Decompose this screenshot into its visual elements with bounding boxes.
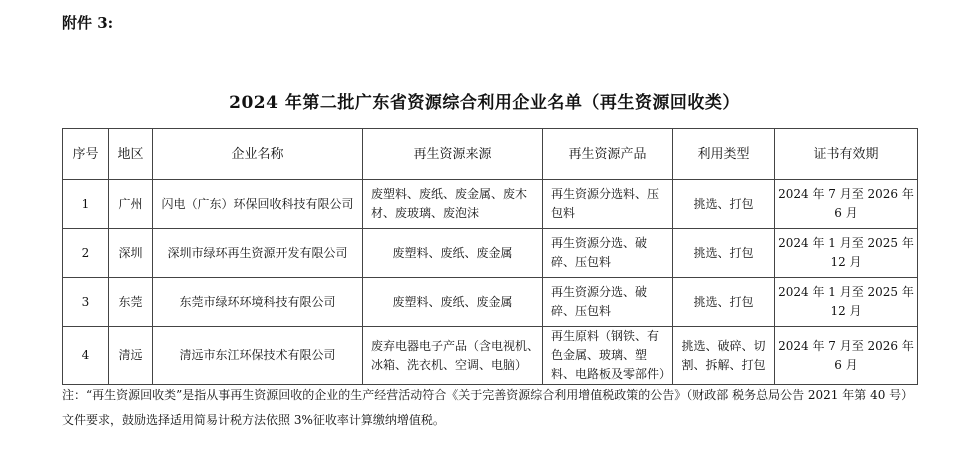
document-title: 2024 年第二批广东省资源综合利用企业名单（再生资源回收类）: [229, 93, 740, 113]
cell-seq: 3: [63, 278, 109, 327]
attachment-label: 附件 3:: [62, 14, 114, 32]
table-header-row: [63, 129, 918, 180]
cell-usage-type: 挑选、打包: [673, 278, 775, 327]
cell-usage-type: 挑选、破碎、切割、拆解、打包: [673, 327, 775, 385]
cell-region: 深圳: [109, 229, 153, 278]
cell-seq: 1: [63, 180, 109, 229]
cell-seq: 2: [63, 229, 109, 278]
header-usage-type: 利用类型: [673, 129, 775, 180]
header-product: 再生资源产品: [543, 129, 673, 180]
cell-company: 深圳市绿环再生资源开发有限公司: [153, 229, 363, 278]
cell-region: 东莞: [109, 278, 153, 327]
cell-validity: 2024 年 7 月至 2026 年 6 月: [775, 180, 918, 229]
header-validity: 证书有效期: [775, 129, 918, 180]
header-source: 再生资源来源: [363, 129, 543, 180]
cell-product: 再生原料（钢铁、有色金属、玻璃、塑料、电路板及零部件）: [543, 327, 673, 385]
table-row: [63, 278, 918, 327]
cell-validity: 2024 年 1 月至 2025 年 12 月: [775, 278, 918, 327]
cell-source: 废塑料、废纸、废金属: [363, 278, 543, 327]
cell-source: 废塑料、废纸、废金属: [363, 229, 543, 278]
header-region: 地区: [109, 129, 153, 180]
table-row: [63, 229, 918, 278]
footnote: 注：“再生资源回收类”是指从事再生资源回收的企业的生产经营活动符合《关于完善资源综合利用增值税政策的公告》（财政部 税务总局公告 2021 年第 40 号）文件要求，鼓励选择适用简易计税方法依照 3%征收率计算缴纳增值税。: [62, 388, 914, 427]
cell-region: 广州: [109, 180, 153, 229]
table-row: [63, 180, 918, 229]
cell-validity: 2024 年 1 月至 2025 年 12 月: [775, 229, 918, 278]
header-seq: 序号: [63, 129, 109, 180]
cell-usage-type: 挑选、打包: [673, 229, 775, 278]
table-row: [63, 327, 918, 385]
cell-region: 清远: [109, 327, 153, 385]
cell-company: 东莞市绿环环境科技有限公司: [153, 278, 363, 327]
cell-product: 再生资源分选、破碎、压包料: [543, 278, 673, 327]
enterprise-table: [62, 128, 918, 385]
cell-validity: 2024 年 7 月至 2026 年 6 月: [775, 327, 918, 385]
cell-source: 废塑料、废纸、废金属、废木材、废玻璃、废泡沫: [363, 180, 543, 229]
cell-product: 再生资源分选料、压包料: [543, 180, 673, 229]
cell-product: 再生资源分选、破碎、压包料: [543, 229, 673, 278]
cell-seq: 4: [63, 327, 109, 385]
cell-usage-type: 挑选、打包: [673, 180, 775, 229]
header-company: 企业名称: [153, 129, 363, 180]
cell-company: 闪电（广东）环保回收科技有限公司: [153, 180, 363, 229]
cell-company: 清远市东江环保技术有限公司: [153, 327, 363, 385]
cell-source: 废弃电器电子产品（含电视机、冰箱、洗衣机、空调、电脑）: [363, 327, 543, 385]
